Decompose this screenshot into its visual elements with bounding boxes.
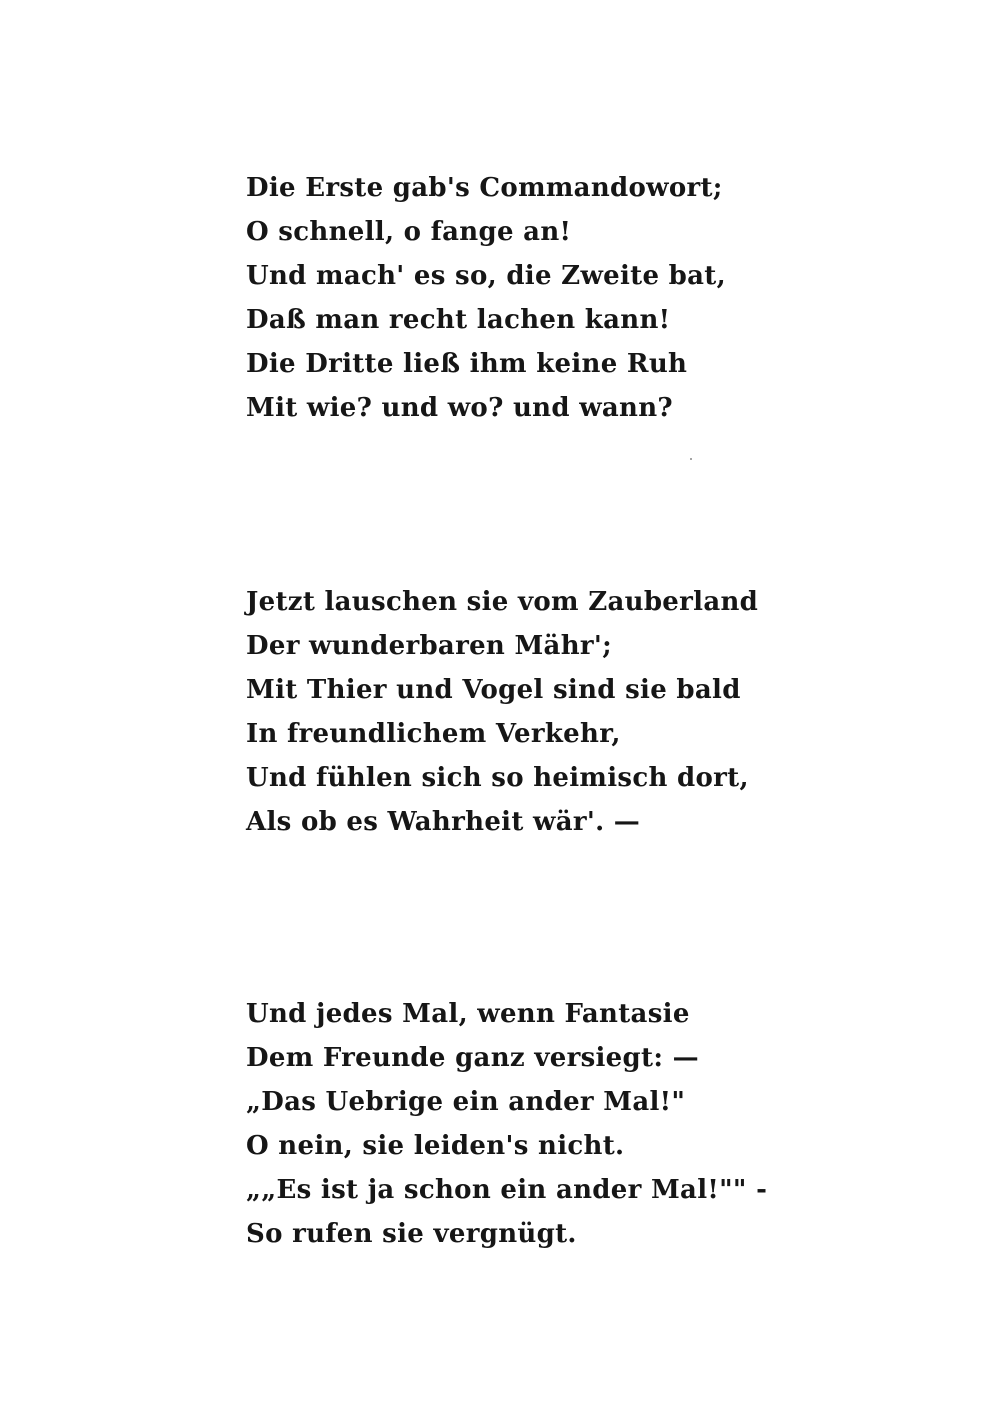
verse-line: „„Es ist ja schon ein ander Mal!"" - bbox=[246, 1175, 768, 1205]
verse-line: O schnell, o fange an! bbox=[246, 217, 572, 247]
verse-line: O nein, sie leiden's nicht. bbox=[246, 1131, 625, 1161]
verse-line: Jetzt lauschen sie vom Zauberland bbox=[246, 587, 759, 617]
verse-line: Und fühlen sich so heimisch dort, bbox=[246, 763, 749, 793]
stanza-2 bbox=[246, 580, 766, 844]
verse-line: Und mach' es so, die Zweite bat, bbox=[246, 261, 726, 291]
verse-line: Daß man recht lachen kann! bbox=[246, 305, 671, 335]
verse-line: Die Erste gab's Commandowort; bbox=[246, 173, 723, 203]
stanza-3 bbox=[246, 992, 766, 1256]
verse-line: „Das Uebrige ein ander Mal!" bbox=[246, 1087, 686, 1117]
verse-line: In freundlichem Verkehr, bbox=[246, 719, 621, 749]
verse-line: Dem Freunde ganz versiegt: — bbox=[246, 1043, 699, 1073]
verse-line: Mit wie? und wo? und wann? bbox=[246, 393, 673, 423]
verse-line: So rufen sie vergnügt. bbox=[246, 1219, 577, 1249]
verse-line: Die Dritte ließ ihm keine Ruh bbox=[246, 349, 688, 379]
print-speck bbox=[690, 458, 692, 460]
verse-line: Der wunderbaren Mähr'; bbox=[246, 631, 613, 661]
verse-line: Mit Thier und Vogel sind sie bald bbox=[246, 675, 741, 705]
stanza-1 bbox=[246, 166, 766, 430]
verse-line: Als ob es Wahrheit wär'. — bbox=[246, 807, 641, 837]
verse-line: Und jedes Mal, wenn Fantasie bbox=[246, 999, 690, 1029]
